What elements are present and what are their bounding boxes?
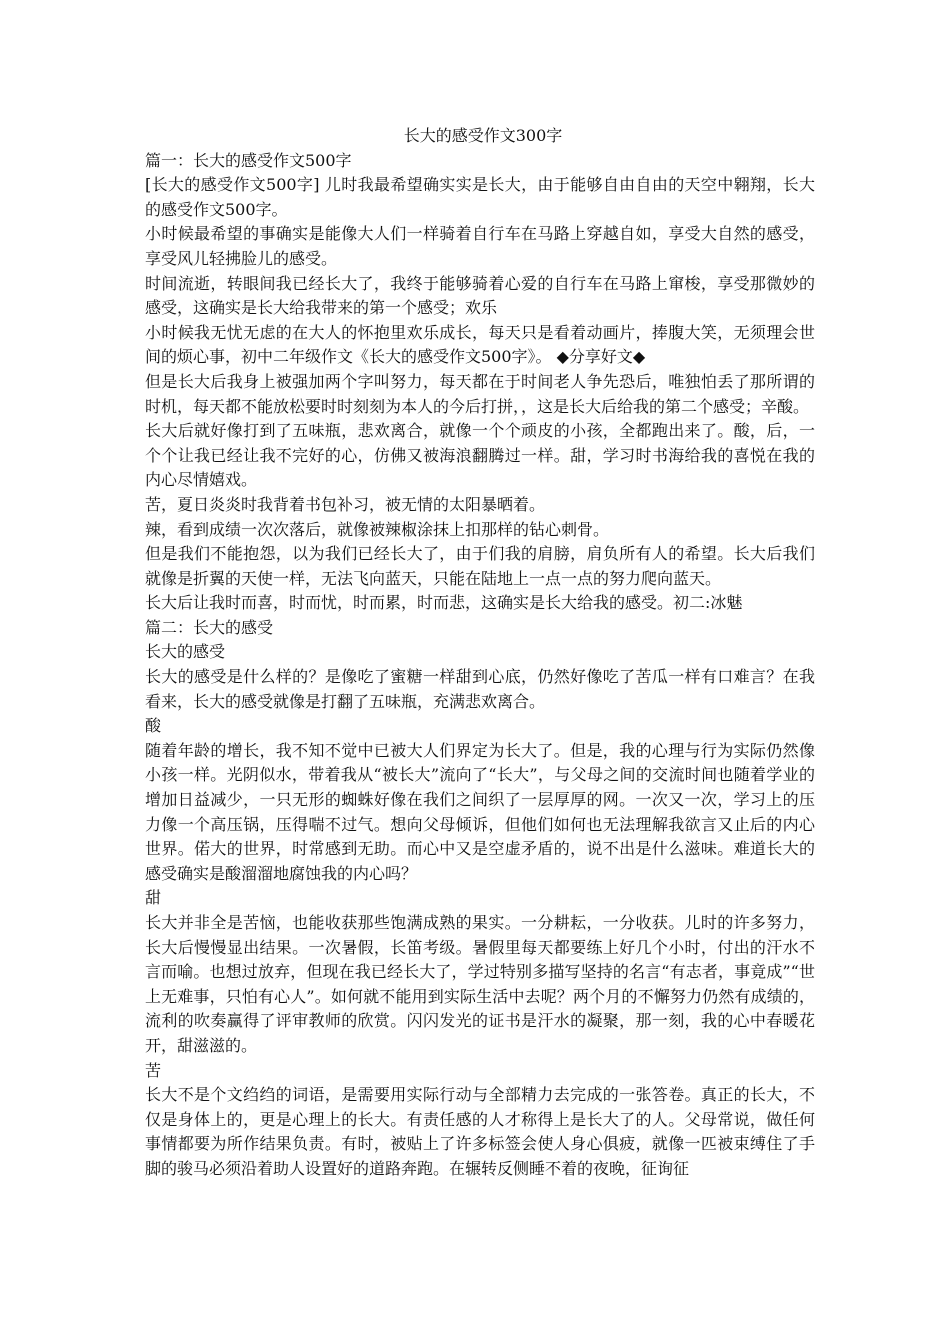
subheading: 苦 [145, 1060, 162, 1080]
paragraph: 长大并非全是苦恼，也能收获那些饱满成熟的果实。一分耕耘，一分收获。儿时的许多努力，长大后慢慢显出结果。一次暑假，长笛考级。暑假里每天都要练上好几个小时，付出的汗水不言而喻。也想过放弃，但现在我已经长大了，学过特别多描写坚持的名言“有志者，事竟成”“世上无难事，只怕有心人”。如何就不能用到实际生活中去呢？两个月的不懈努力仍然有成绩的，流利的吹奏赢得了评审教师的欣赏。闪闪发光的证书是汗水的凝聚，那一刻，我的心中春暖花开，甜滋滋的。 [145, 913, 815, 1055]
paragraph: 长大后让我时而喜，时而忧，时而累，时而悲，这确实是长大给我的感受。初二:冰魅 [145, 593, 743, 613]
paragraph: 长大的感受 [145, 642, 226, 662]
paragraph: 小时候最希望的事确实是能像大人们一样骑着自行车在马路上穿越自如，享受大自然的感受，享受风儿轻拂脸儿的感受。 [145, 224, 815, 268]
section-heading: 篇二：长大的感受 [145, 617, 274, 637]
paragraph: 随着年龄的增长，我不知不觉中已被大人们界定为长大了。但是，我的心理与行为实际仍然像小孩一样。光阴似水，带着我从“被长大”流向了“长大”，与父母之间的交流时间也随着学业的增加日益减少，一只无形的蜘蛛好像在我们之间织了一层厚厚的网。一次又一次，学习上的压力像一个高压锅，压得喘不过气。想向父母倾诉，但他们如何也无法理解我欲言又止后的内心世界。偌大的世界，时常感到无助。而心中又是空虚矛盾的，说不出是什么滋味。难道长大的感受确实是酸溜溜地腐蚀我的内心吗？ [145, 740, 815, 883]
paragraph: 长大的感受是什么样的？是像吃了蜜糖一样甜到心底，仍然好像吃了苦瓜一样有口难言？在我看来，长大的感受就像是打翻了五味瓶，充满悲欢离合。 [145, 667, 815, 711]
document-title: 长大的感受作文300字 [403, 126, 563, 145]
paragraph: 篇一：长大的感受作文500字 [145, 150, 352, 170]
paragraph: 小时候我无忧无虑的在大人的怀抱里欢乐成长，每天只是看着动画片，捧腹大笑，无须理会世间的烦心事，初中二年级作文《长大的感受作文500字》。 ◆分享好文◆ [145, 322, 815, 367]
subheading: 甜 [145, 888, 162, 908]
paragraph: 长大不是个文绉绉的词语，是需要用实际行动与全部精力去完成的一张答卷。真正的长大，不仅是身体上的，更是心理上的长大。有责任感的人才称得上是长大了的人。父母常说，做任何事情都要为所作结果负责。有时，被贴上了许多标签会使人身心俱疲，就像一匹被束缚住了手脚的骏马必须沿着助人设置好的道路奔跑。在辗转反侧睡不着的夜晚，征询征 [145, 1085, 815, 1178]
paragraph: 时间流逝，转眼间我已经长大了，我终于能够骑着心爱的自行车在马路上窜梭，享受那微妙的感受，这确实是长大给我带来的第一个感受；欢乐 [145, 273, 815, 318]
paragraph: 但是长大后我身上被强加两个字叫努力，每天都在于时间老人争先恐后，唯独怕丢了那所谓的时机，每天都不能放松要时时刻刻为本人的今后打拼，，这是长大后给我的第二个感受；辛酸。 [145, 371, 815, 416]
paragraph: 但是我们不能抱怨，以为我们已经长大了，由于们我的肩膀，肩负所有人的希望。长大后我们就像是折翼的天使一样，无法飞向蓝天，只能在陆地上一点一点的努力爬向蓝天。 [145, 544, 815, 588]
paragraph: 辣，看到成绩一次次落后，就像被辣椒涂抹上扣那样的钻心刺骨。 [145, 519, 610, 539]
paragraph: 苦，夏日炎炎时我背着书包补习，被无情的太阳暴晒着。 [145, 494, 546, 514]
paragraph: [长大的感受作文500字] 儿时我最希望确实实是长大，由于能够自由自由的天空中翱翔，长大的感受作文500字。 [145, 175, 815, 219]
subheading: 酸 [145, 716, 162, 736]
document-body [145, 124, 815, 1182]
paragraph: 长大后就好像打到了五味瓶，悲欢离合，就像一个个顽皮的小孩，全都跑出来了。酸，后，一个个让我已经让我不完好的心，仿佛又被海浪翻腾过一样。甜，学习时书海给我的喜悦在我的内心尽情嬉戏。 [145, 421, 815, 490]
